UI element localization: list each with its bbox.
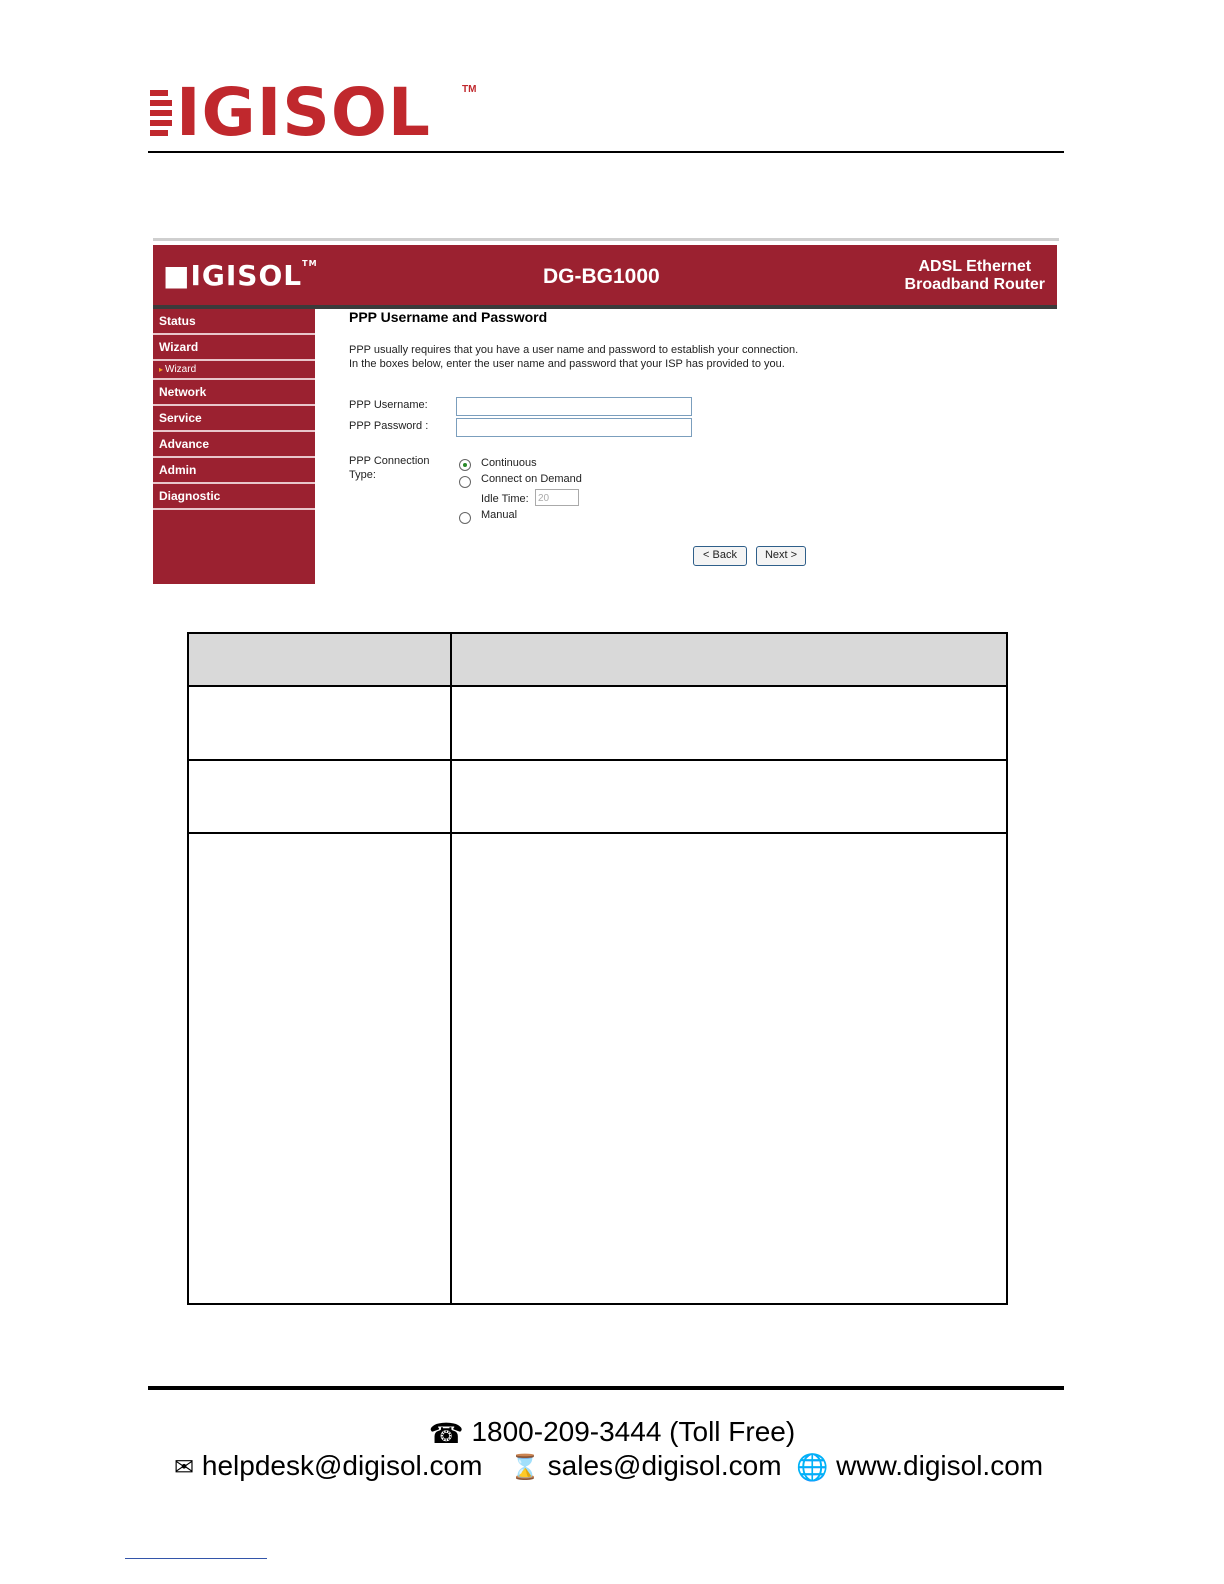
router-logo-tm: TM: [302, 259, 318, 268]
footer-website[interactable]: [796, 1450, 1043, 1483]
connection-type-label-1: PPP Connection: [349, 455, 430, 467]
globe-icon: 🌐: [796, 1452, 829, 1483]
idle-time-input[interactable]: 20: [535, 489, 579, 506]
desc-line-1: PPP usually requires that you have a user name and password to establish your connection.: [349, 344, 799, 356]
password-label: PPP Password :: [349, 420, 429, 432]
envelope-icon: ✉: [174, 1454, 195, 1482]
router-logo-d-icon: ■: [163, 259, 191, 292]
nav-network[interactable]: Network: [153, 380, 315, 406]
product-line-1: ADSL Ethernet: [918, 258, 1032, 275]
router-sidebar: [153, 309, 315, 584]
router-logo-text: IGISOL: [190, 259, 303, 292]
arrow-icon: ▸: [159, 365, 164, 374]
router-header: [153, 245, 1057, 309]
nav-diagnostic[interactable]: Diagnostic: [153, 484, 315, 510]
telephone-icon: ☎: [428, 1418, 464, 1450]
nav-status[interactable]: Status: [153, 309, 315, 335]
footer-rule: [148, 1386, 1064, 1390]
router-ui-screenshot: [153, 238, 1059, 584]
table-header: [189, 634, 1006, 686]
router-product-name: [905, 258, 1045, 294]
footer-sales[interactable]: [510, 1450, 782, 1482]
digisol-logo: [150, 74, 480, 151]
idle-time-label: Idle Time:: [481, 493, 529, 505]
next-button[interactable]: Next >: [756, 546, 806, 566]
footer-phone-line: [0, 1416, 1224, 1450]
connection-type-label-2: Type:: [349, 469, 376, 481]
hourglass-icon: ⌛: [510, 1454, 540, 1482]
footer-website-text: www.digisol.com: [836, 1450, 1044, 1481]
nav-wizard-sub-label: Wizard: [165, 364, 197, 375]
nav-service[interactable]: Service: [153, 406, 315, 432]
logo-trademark: TM: [462, 84, 477, 95]
header-rule: [148, 151, 1064, 153]
password-input[interactable]: [456, 418, 692, 437]
table-column-divider: [450, 634, 452, 1303]
nav-wizard-sub[interactable]: [153, 361, 315, 380]
username-label: PPP Username:: [349, 399, 428, 411]
nav-advance[interactable]: Advance: [153, 432, 315, 458]
parameter-table: [187, 632, 1008, 1305]
radio-manual[interactable]: [459, 512, 471, 524]
router-model: DG-BG1000: [543, 265, 660, 288]
router-logo: [163, 259, 318, 292]
footer-sales-text: sales@digisol.com: [547, 1450, 782, 1481]
footer-helpdesk-text: helpdesk@digisol.com: [201, 1450, 483, 1481]
back-button[interactable]: < Back: [693, 546, 747, 566]
nav-wizard[interactable]: Wizard: [153, 335, 315, 361]
radio-continuous-label: Continuous: [481, 457, 537, 469]
logo-wordmark: IGISOL: [176, 74, 431, 151]
desc-line-2: In the boxes below, enter the user name and password that your ISP has provided to you.: [349, 358, 785, 370]
table-row-divider: [189, 685, 1006, 687]
footer-helpdesk[interactable]: [174, 1450, 482, 1482]
footer-phone: 1800-209-3444 (Toll Free): [471, 1416, 796, 1447]
radio-continuous[interactable]: [459, 459, 471, 471]
page-title: PPP Username and Password: [349, 309, 548, 325]
nav-admin[interactable]: Admin: [153, 458, 315, 484]
product-line-2: Broadband Router: [904, 276, 1045, 293]
table-row-divider: [189, 759, 1006, 761]
username-input[interactable]: [456, 397, 692, 416]
router-main-panel: [349, 309, 1049, 579]
radio-manual-label: Manual: [481, 509, 518, 521]
bottom-link-underline: [125, 1558, 267, 1559]
radio-connect-on-demand[interactable]: [459, 476, 471, 488]
radio-connect-on-demand-label: Connect on Demand: [481, 473, 582, 485]
table-row-divider: [189, 832, 1006, 834]
page-description: [349, 343, 798, 371]
